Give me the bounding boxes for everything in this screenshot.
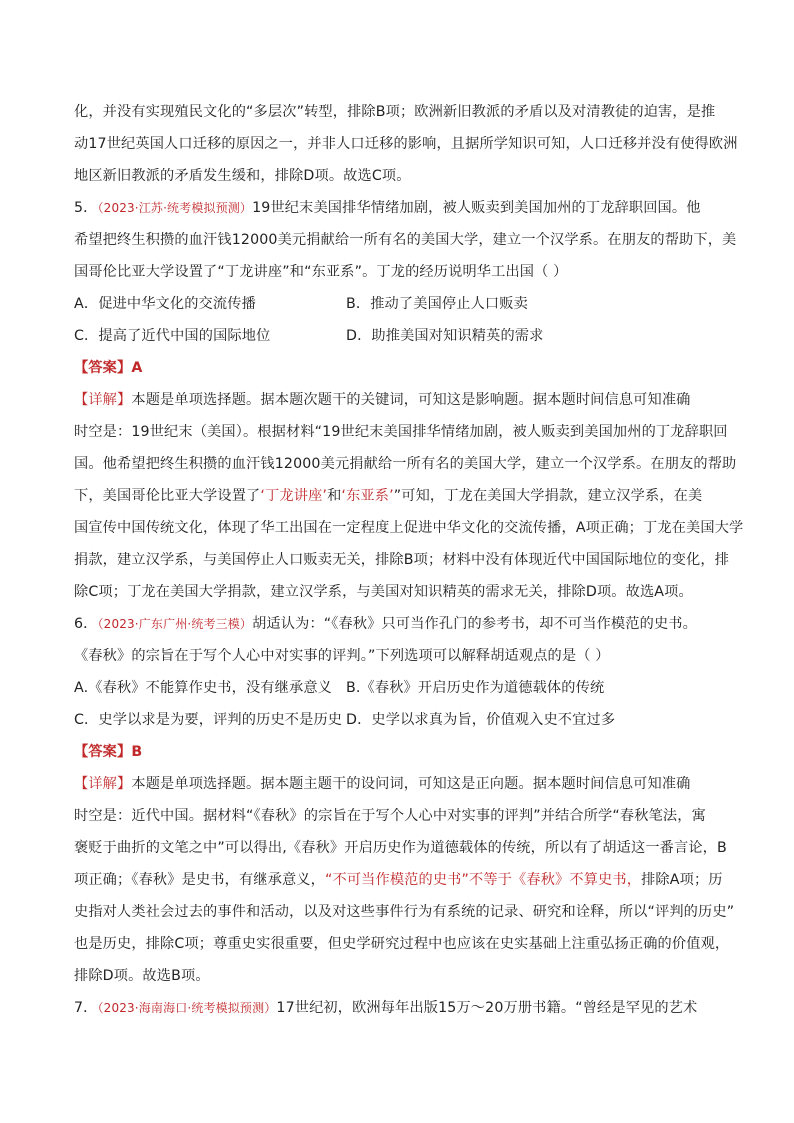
prev-explanation-line-2: 动17世纪英国人口迁移的原因之一，并非人口迁移的影响，且据所学知识可知，人口迁移并没有使得欧洲 [74,136,738,152]
detail-text: 褒贬于曲折的文笔之中”可以得出,《春秋》开启历史作为道德载体的传统，所以有了胡适这一番言论，B [74,840,727,856]
highlighted-text: “不可当作模范的史书”不等于《春秋》不算史书， [324,872,642,888]
prev-explanation-line-3: 地区新旧教派的矛盾发生缓和，排除D项。故选C项。 [74,168,411,184]
detail-line [74,928,734,960]
question-source: （2023·海南海口·统考模拟预测） [97,1001,277,1015]
detail-text: 时空是：近代中国。据材料“《春秋》的宗旨在于写个人心中对实事的评判”并结合所学“春秋笔法，寓 [74,808,706,824]
detail-line [74,800,734,832]
question-number: 5． [74,200,98,216]
detail-text: 国宣传中国传统文化，体现了华工出国在一定程度上促进中华文化的交流传播，A项正确；丁龙在美国大学 [74,520,744,536]
highlighted-text: 【详解】 [74,776,132,792]
option-a: A．促进中华文化的交流传播 [74,296,256,312]
detail-line [74,832,734,864]
document-content [74,96,744,1024]
option-a: A.《春秋》不能算作史书，没有继承意义 [74,680,333,696]
option-b: B.《春秋》开启历史作为道德载体的传统 [346,680,605,696]
detail-text: 排除D项。故选B项。 [74,968,210,984]
question-number: 6． [74,616,98,632]
highlighted-text: 【详解】 [74,392,132,408]
detail-line [74,544,734,576]
detail-line [74,512,744,544]
detail-text: 除C项；丁龙在美国大学捐款，建立汉学系，与美国对知识精英的需求无关，排除D项。故选A项。 [74,584,693,600]
detail-text: 时空是：19世纪末（美国）。根据材料“19世纪末美国排华情绪加剧，被人贩卖到美国加州的丁龙辞职回 [74,424,728,440]
question-source: （2023·广东广州·统考三模） [97,617,253,631]
detail-line [74,960,734,992]
highlighted-text: ‘丁龙讲座’ [260,488,328,504]
detail-text: 本题是单项选择题。据本题主题干的设问词，可知这是正向题。据本题时间信息可知准确 [131,776,691,792]
detail-text: 下，美国哥伦比亚大学设置了 [74,488,261,504]
question-5-stem-line-1 [74,192,734,224]
question-5-options-row-2 [74,320,734,352]
detail-text: 和 [327,488,342,504]
question-6-answer: 【答案】B [74,744,143,760]
detail-line [74,384,734,416]
prev-explanation-line-1: 化，并没有实现殖民文化的“多层次”转型，排除B项；欧洲新旧教派的矛盾以及对清教徒的迫害，是推 [74,104,716,120]
question-5-stem-line-2: 希望把终生积攒的血汗钱12000美元捐献给一所有名的美国大学，建立一个汉学系。在朋友的帮助下，美 [74,232,737,248]
detail-text: 史指对人类社会过去的事件和活动，以及对这些事件行为有系统的记录、研究和诠释，所以“评判的历史” [74,904,735,920]
question-5-stem-line-3: 国哥伦比亚大学设置了“丁龙讲座”和“东亚系”。丁龙的经历说明华工出国（ ） [74,264,568,280]
question-5-answer: 【答案】A [74,360,143,376]
question-6-options-row-2 [74,704,734,736]
option-b: B．推动了美国停止人口贩卖 [346,296,528,312]
detail-text: 捐款，建立汉学系，与美国停止人口贩卖无关，排除B项；材料中没有体现近代中国国际地位的变化，排 [74,552,730,568]
detail-text: 也是历史，排除C项；尊重史实很重要，但史学研究过程中也应该在史实基础上注重弘扬正确的价值观， [74,936,730,952]
question-7-stem-line-1 [74,992,734,1024]
highlighted-text: ‘东亚系’ [341,488,394,504]
question-5-options-row-1 [74,288,734,320]
question-stem-text: 17世纪初，欧洲每年出版15万～20万册书籍。“曾经是罕见的艺术 [276,1000,698,1016]
detail-text: ”可知，丁龙在美国大学捐款，建立汉学系，在美 [393,488,703,504]
detail-line [74,480,734,512]
detail-line [74,864,734,896]
option-d: D．史学以求真为旨，价值观入史不宜过多 [346,712,616,728]
detail-line [74,768,734,800]
detail-text: 国。他希望把终生积攒的血汗钱12000美元捐献给一所有名的美国大学，建立一个汉学系。在朋友的帮助 [74,456,737,472]
detail-line [74,576,734,608]
detail-text: 排除A项；历 [641,872,723,888]
question-5-detail [74,384,744,608]
option-c: C．提高了近代中国的国际地位 [74,328,271,344]
detail-line [74,448,737,480]
question-source: （2023·江苏·统考模拟预测） [97,201,253,215]
question-stem-text: 胡适认为：“《春秋》只可当作孔门的参考书，却不可当作模范的史书。 [252,616,697,632]
detail-line [74,896,734,928]
question-6-detail [74,768,734,992]
question-number: 7． [74,1000,98,1016]
question-6-stem-line-2: 《春秋》的宗旨在于写个人心中对实事的评判。”下列选项可以解释胡适观点的是（ ） [74,648,610,664]
question-6-options-row-1 [74,672,734,704]
option-d: D．助推美国对知识精英的需求 [346,328,544,344]
detail-text: 项正确；《春秋》是史书，有继承意义， [74,872,325,888]
option-c: C．史学以求是为要，评判的历史不是历史 [74,712,343,728]
detail-line [74,416,734,448]
question-6-stem-line-1 [74,608,734,640]
detail-text: 本题是单项选择题。据本题次题干的关键词，可知这是影响题。据本题时间信息可知准确 [131,392,691,408]
question-stem-text: 19世纪末美国排华情绪加剧，被人贩卖到美国加州的丁龙辞职回国。他 [252,200,701,216]
